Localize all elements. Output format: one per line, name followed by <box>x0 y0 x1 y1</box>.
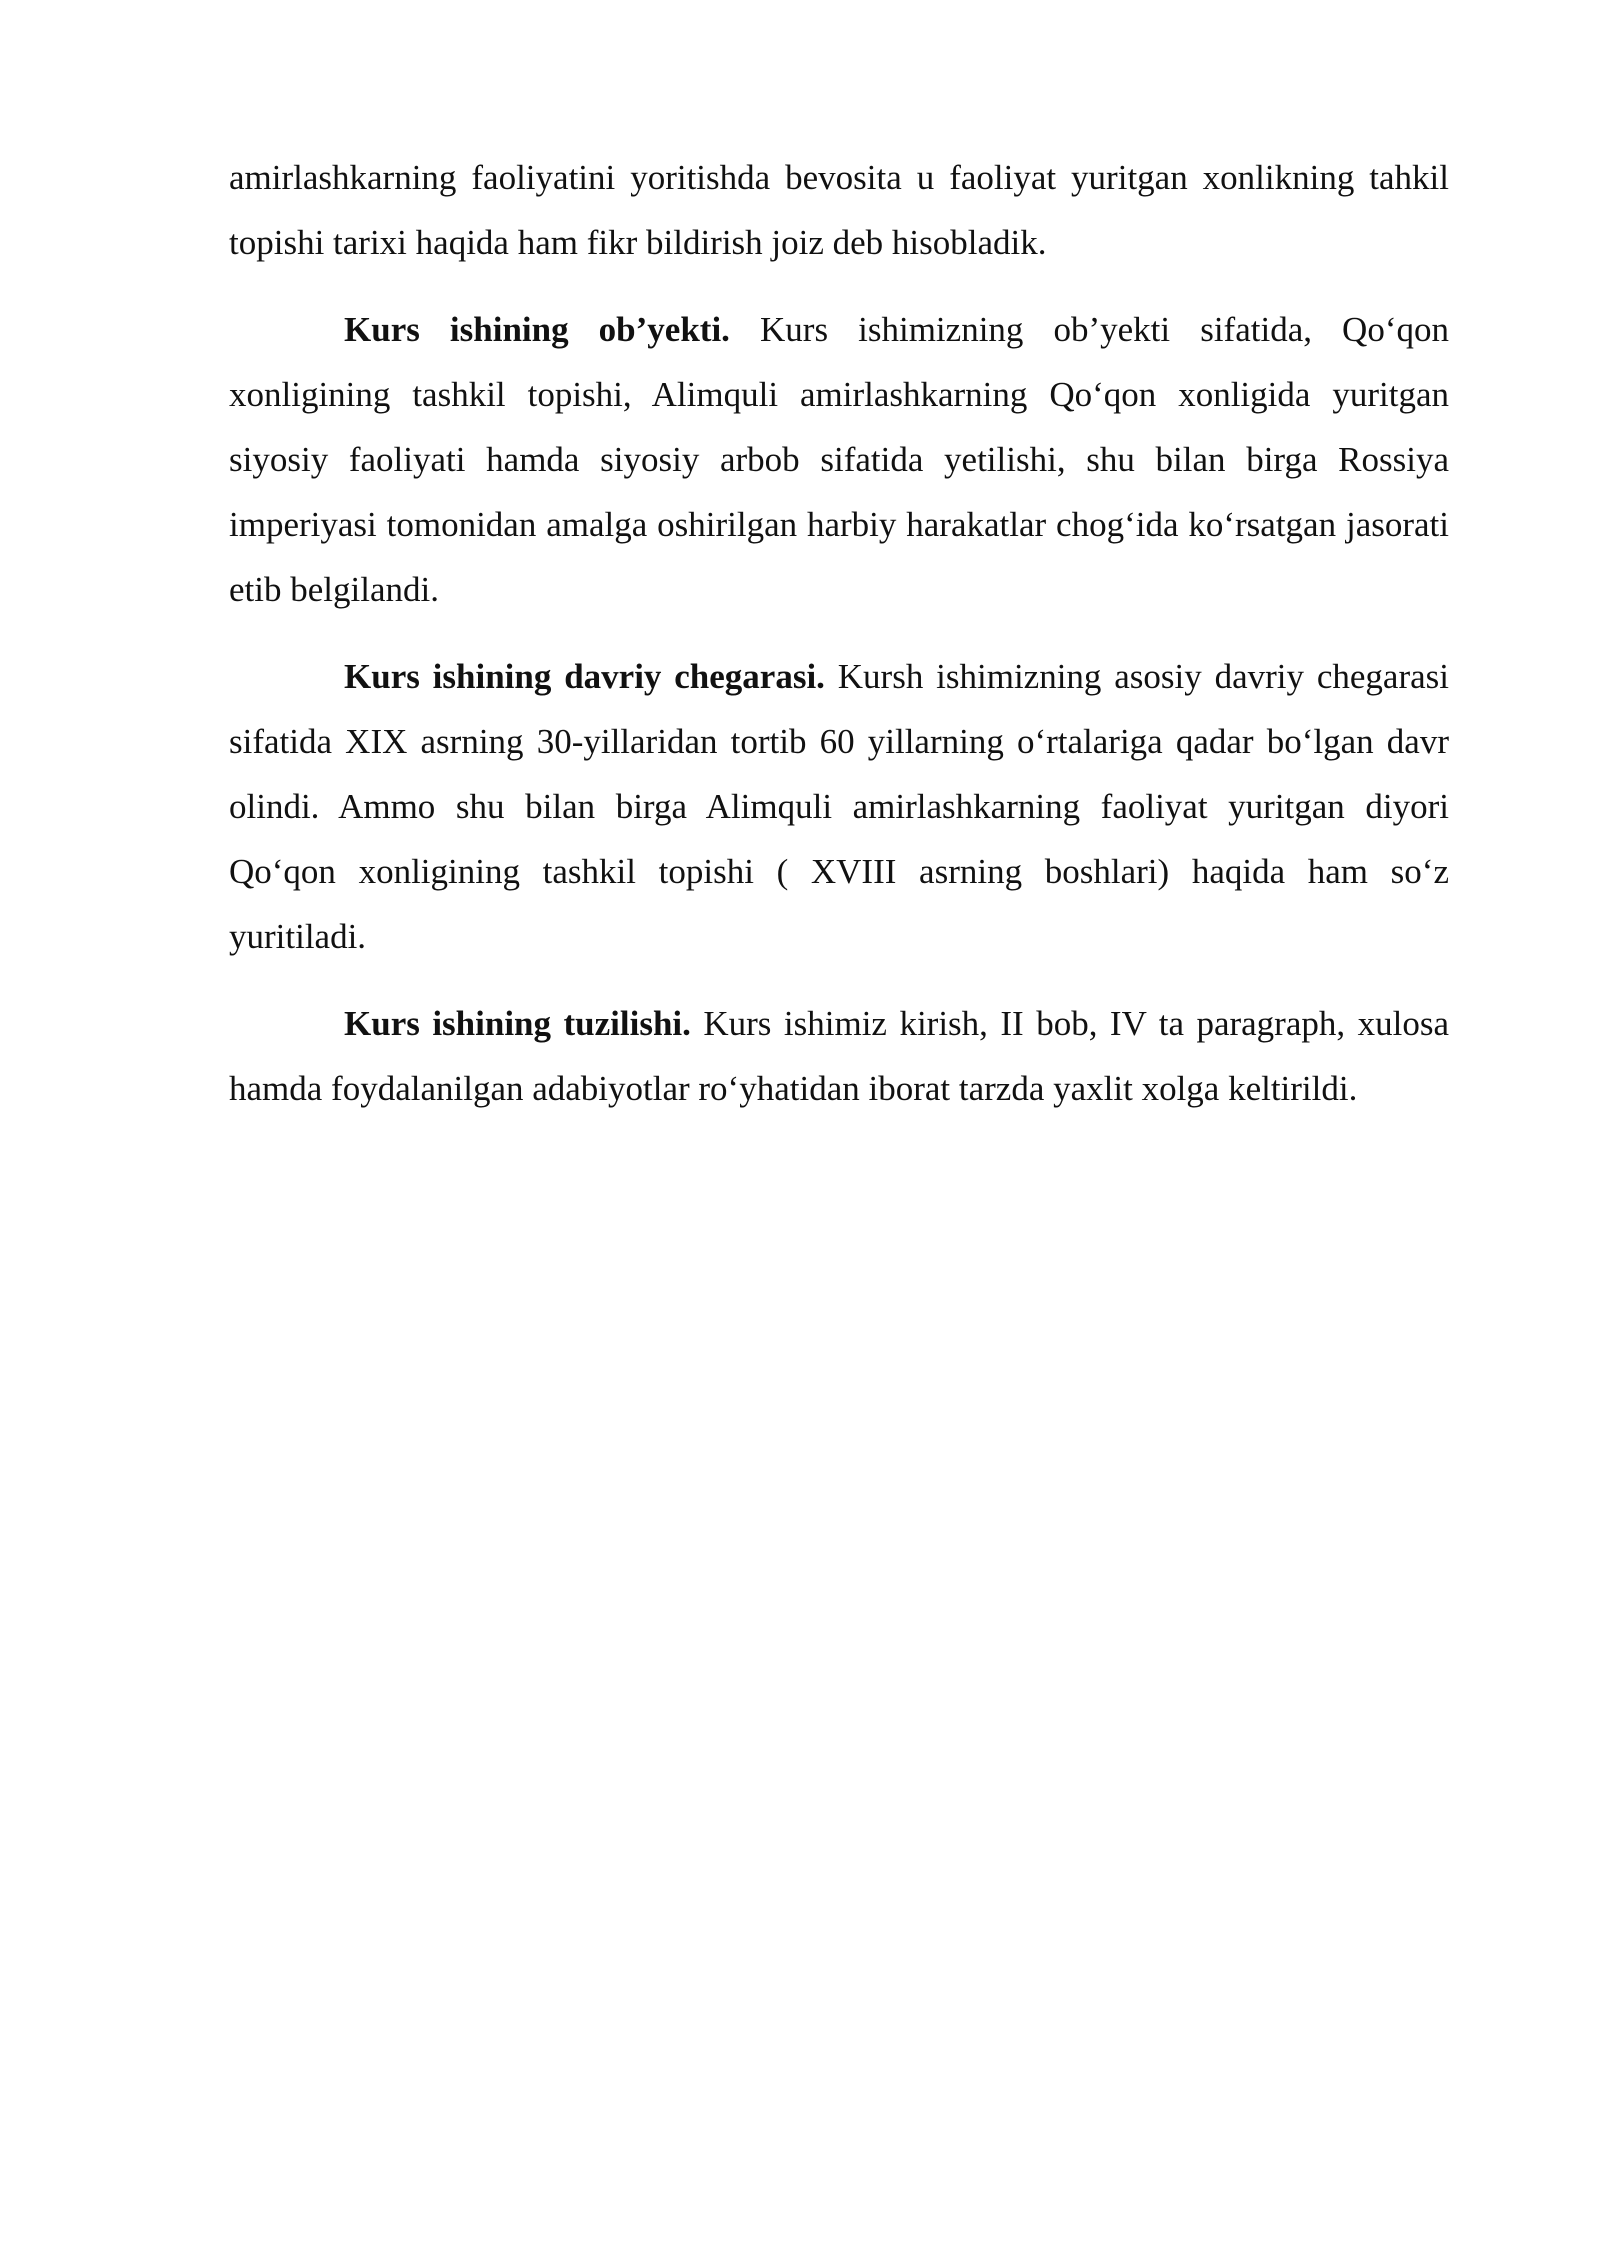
paragraph-text: Kursh ishimizning asosiy davriy chegarasi sifatida XIX asrning 30-yillaridan tortib 60 yillarning o‘rtalariga qadar bo‘lgan davr olindi. Ammo shu bilan birga Alimquli amirlashkarning faoliyat yuritgan diyori Qo‘qon xonligining tashkil topishi ( XVIII asrning boshlari) haqida ham so‘z yuritiladi. <box>229 657 1449 956</box>
paragraph-heading: Kurs ishining davriy chegarasi. <box>344 657 825 696</box>
paragraph-object <box>229 297 1449 622</box>
paragraph-text: Kurs ishimiz kirish, II bob, IV ta paragraph, xulosa hamda foydalanilgan adabiyotlar ro‘yhatidan iborat tarzda yaxlit xolga keltirildi. <box>229 1004 1449 1108</box>
paragraph-text: Kurs ishimizning ob’yekti sifatida, Qo‘qon xonligining tashkil topishi, Alimquli amirlashkarning Qo‘qon xonligida yuritgan siyosiy faoliyati hamda siyosiy arbob sifatida yetilishi, shu bilan birga Rossiya imperiyasi tomonidan amalga oshirilgan harbiy harakatlar chog‘ida ko‘rsatgan jasorati etib belgilandi. <box>229 310 1449 609</box>
document-body <box>229 145 1449 1143</box>
paragraph-period <box>229 644 1449 969</box>
paragraph-heading: Kurs ishining tuzilishi. <box>344 1004 691 1043</box>
paragraph-text: amirlashkarning faoliyatini yoritishda bevosita u faoliyat yuritgan xonlikning tahkil topishi tarixi haqida ham fikr bildirish joiz deb hisobladik. <box>229 158 1449 262</box>
paragraph-structure <box>229 991 1449 1121</box>
paragraph-heading: Kurs ishining ob’yekti. <box>344 310 730 349</box>
paragraph-continuation <box>229 145 1449 275</box>
